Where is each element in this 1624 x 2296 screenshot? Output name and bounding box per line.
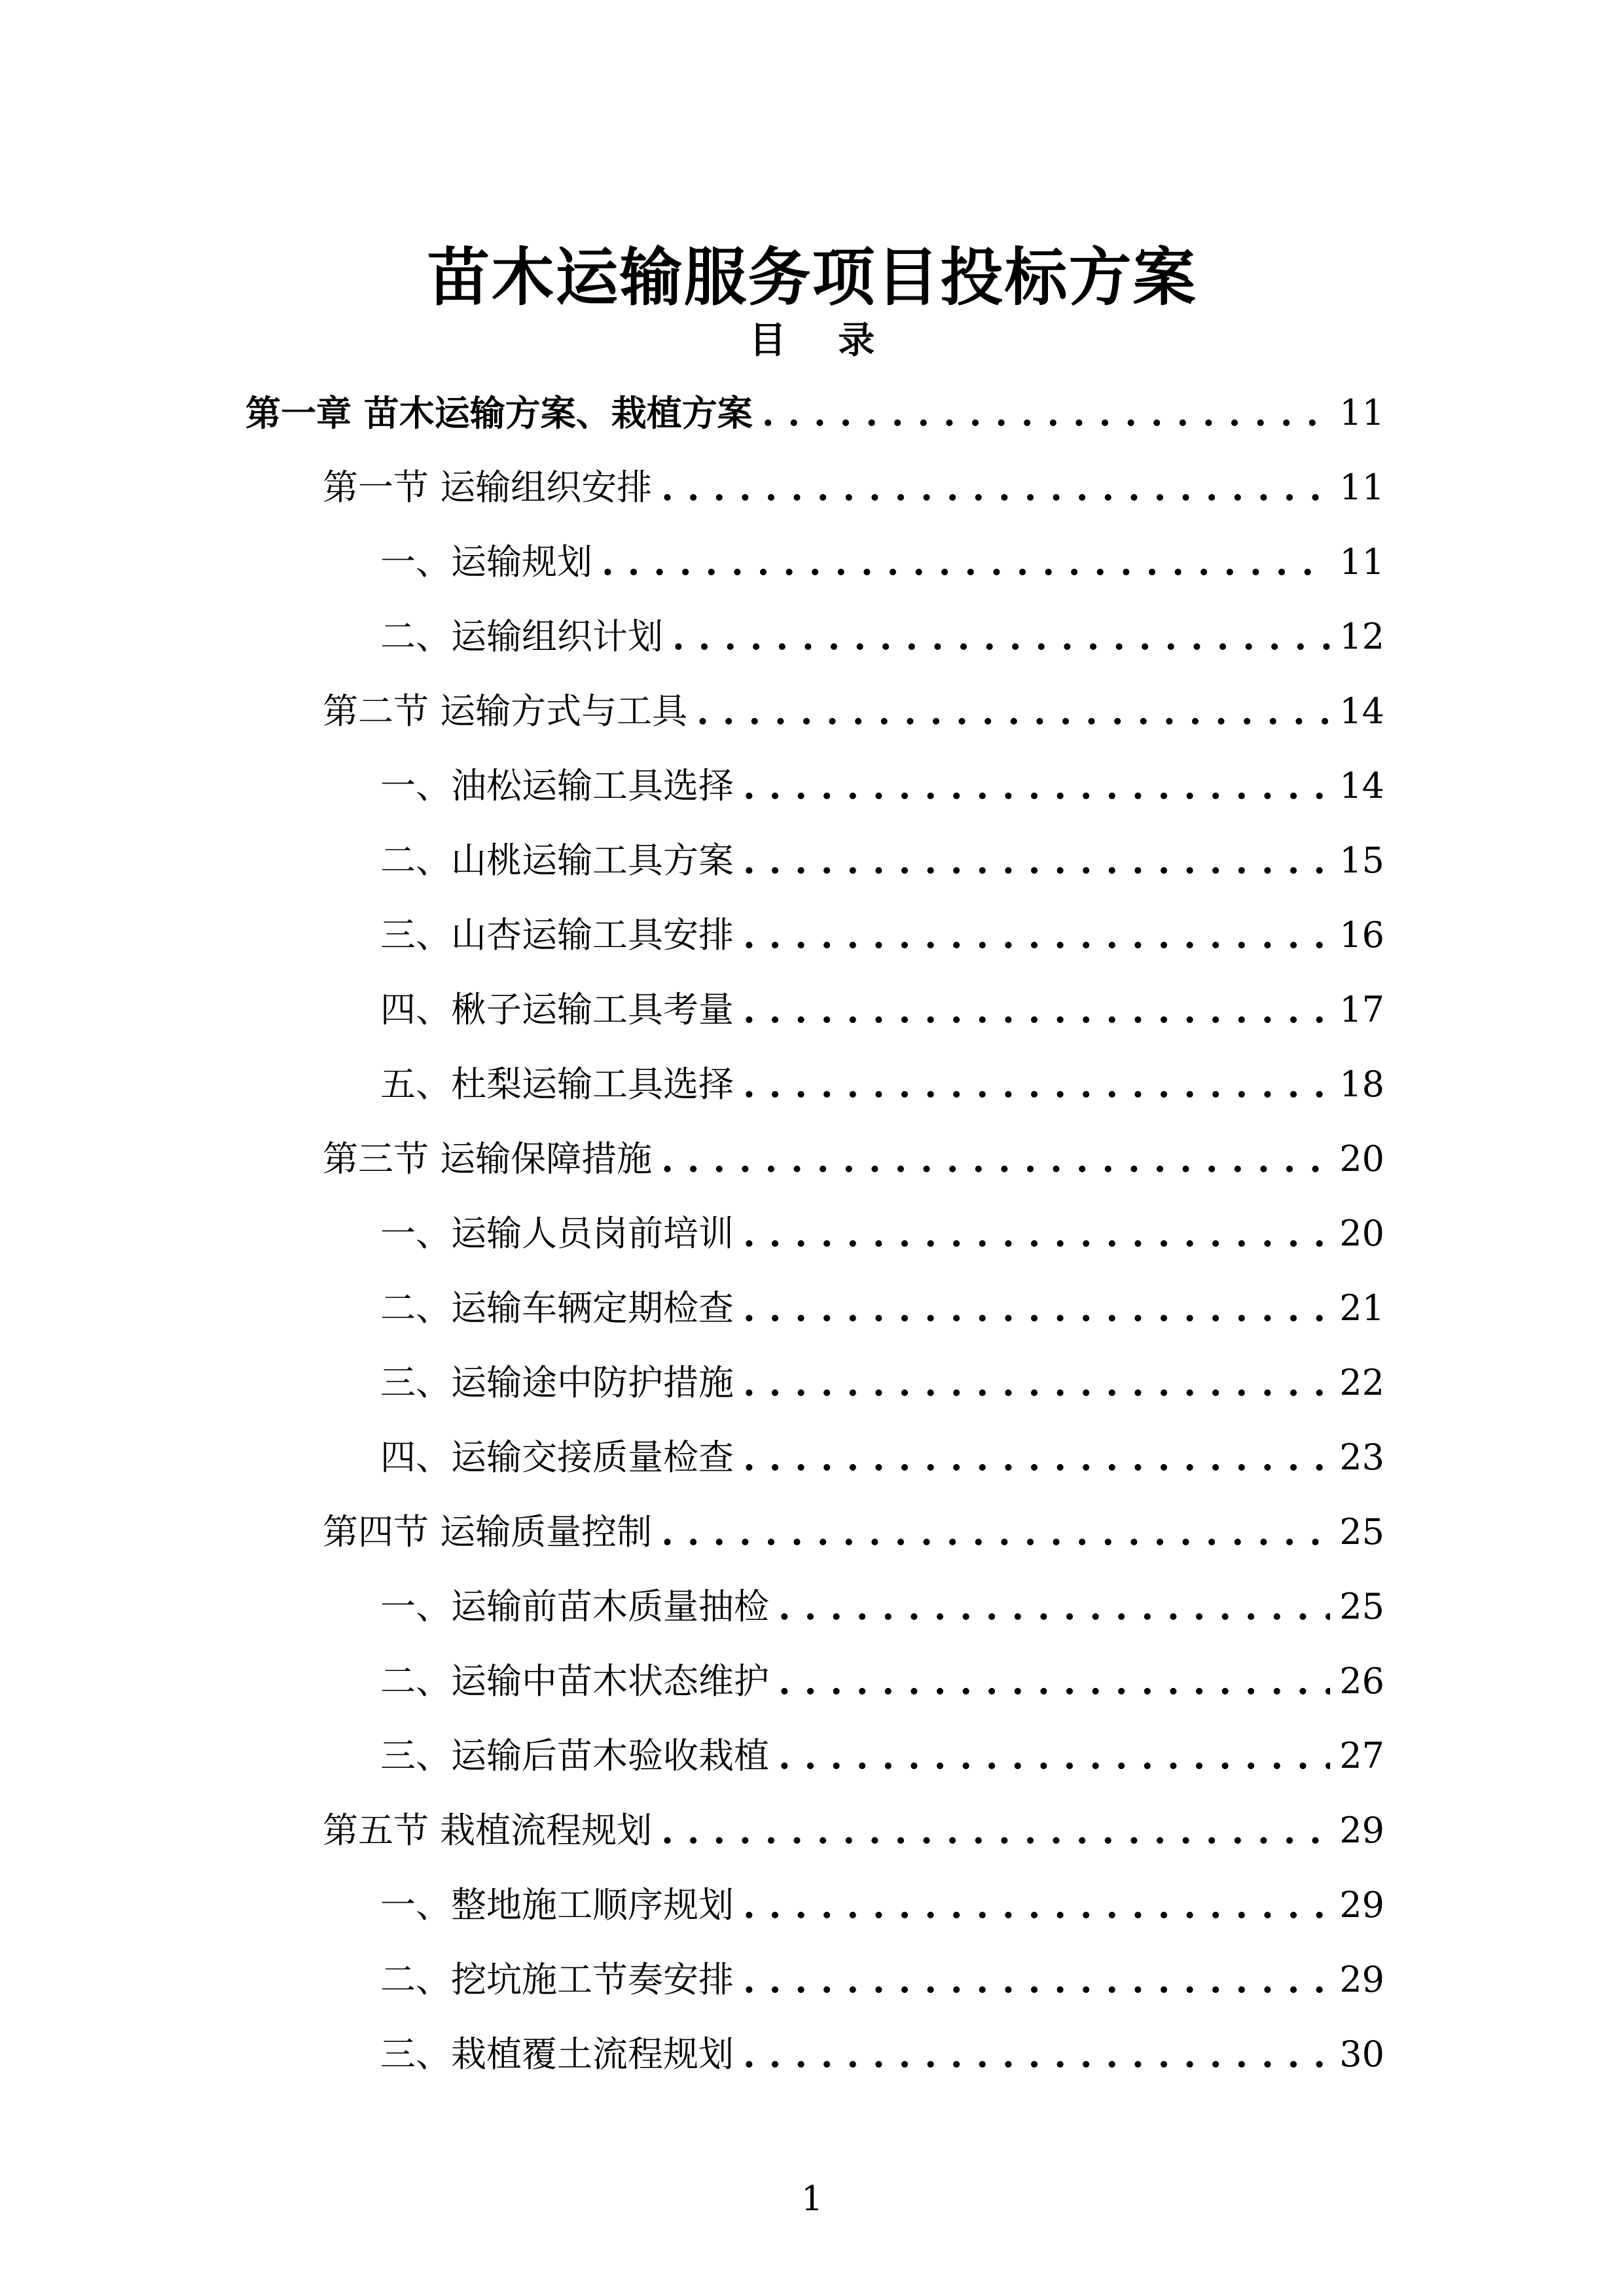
toc-entry-page: 11 [1339, 467, 1384, 508]
toc-dot-leader [743, 2017, 1330, 2092]
toc-entry-title: 一、运输人员岗前培训 [380, 1213, 734, 1254]
toc-entry[interactable] [245, 1793, 1384, 1868]
toc-entry-title: 二、运输车辆定期检查 [380, 1287, 734, 1329]
toc-entry[interactable] [245, 1570, 1384, 1644]
toc-entry-title: 二、运输组织计划 [380, 616, 663, 657]
toc-entry-page: 12 [1339, 616, 1384, 657]
toc-dot-leader [778, 1719, 1330, 1793]
toc-entry[interactable] [245, 600, 1384, 674]
toc-entry[interactable] [245, 1122, 1384, 1196]
toc-entry-page: 22 [1339, 1362, 1384, 1403]
toc-dot-leader [602, 525, 1330, 600]
toc-entry-title: 三、运输后苗木验收栽植 [380, 1735, 769, 1776]
toc-dot-leader [743, 749, 1330, 823]
toc-entry-title: 三、运输途中防护措施 [380, 1362, 734, 1403]
toc-dot-leader [743, 1868, 1330, 1943]
toc-entry[interactable] [245, 1420, 1384, 1495]
toc-entry[interactable] [245, 1346, 1384, 1420]
toc-entry[interactable] [245, 2017, 1384, 2092]
toc-entry-page: 29 [1339, 1959, 1384, 2000]
toc-entry-page: 21 [1339, 1287, 1384, 1329]
toc-heading: 目 录 [749, 319, 895, 362]
toc-entry-title: 二、挖坑施工节奏安排 [380, 1959, 734, 2000]
toc-entry-title: 三、栽植覆土流程规划 [380, 2034, 734, 2075]
toc-entry[interactable] [245, 1719, 1384, 1793]
toc-entry[interactable] [245, 823, 1384, 898]
toc-dot-leader [743, 823, 1330, 898]
toc-entry[interactable] [245, 674, 1384, 749]
toc-entry[interactable] [245, 376, 1384, 450]
toc-entry-title: 一、运输规划 [380, 541, 592, 583]
toc-entry[interactable] [245, 1644, 1384, 1719]
toc-dot-leader [743, 1047, 1330, 1122]
toc-dot-leader [743, 898, 1330, 973]
toc-dot-leader [778, 1570, 1330, 1644]
toc-entry-title: 第五节 栽植流程规划 [323, 1810, 653, 1851]
toc-entry-title: 二、运输中苗木状态维护 [380, 1660, 769, 1702]
toc-dot-leader [743, 1196, 1330, 1271]
toc-entry-page: 25 [1339, 1586, 1384, 1627]
toc-entry-page: 11 [1339, 392, 1384, 433]
toc-entry[interactable] [245, 525, 1384, 600]
toc-dot-leader [696, 674, 1330, 749]
toc-entry[interactable] [245, 1047, 1384, 1122]
toc-entry-title: 第四节 运输质量控制 [323, 1511, 653, 1552]
toc-entry-page: 16 [1339, 914, 1384, 956]
toc-dot-leader [743, 973, 1330, 1047]
toc-entry-title: 一、油松运输工具选择 [380, 765, 734, 806]
toc-entry-title: 第二节 运输方式与工具 [323, 691, 688, 732]
toc-dot-leader [661, 1793, 1330, 1868]
toc-dot-leader [661, 450, 1330, 525]
toc-entry[interactable] [245, 1196, 1384, 1271]
toc-dot-leader [778, 1644, 1330, 1719]
toc-entry-page: 14 [1339, 691, 1384, 732]
toc-dot-leader [762, 376, 1330, 450]
toc-entry-page: 11 [1339, 541, 1384, 583]
toc-entry-title: 四、运输交接质量检查 [380, 1437, 734, 1478]
toc-entry-title: 四、楸子运输工具考量 [380, 989, 734, 1030]
page-title: 苗木运输服务项目投标方案 [427, 240, 1197, 315]
toc-entry-page: 23 [1339, 1437, 1384, 1478]
toc-dot-leader [743, 1943, 1330, 2017]
toc-entry[interactable] [245, 1495, 1384, 1570]
toc-entry-title: 二、山桃运输工具方案 [380, 840, 734, 881]
toc-entry[interactable] [245, 973, 1384, 1047]
toc-dot-leader [743, 1420, 1330, 1495]
toc-dot-leader [743, 1346, 1330, 1420]
page-number: 1 [801, 2179, 823, 2219]
toc-entry-title: 一、运输前苗木质量抽检 [380, 1586, 769, 1627]
toc-entry-page: 25 [1339, 1511, 1384, 1552]
toc-dot-leader [743, 1271, 1330, 1346]
toc-dot-leader [672, 600, 1330, 674]
toc-entry-title: 第三节 运输保障措施 [323, 1138, 653, 1179]
toc-entry-page: 26 [1339, 1660, 1384, 1702]
toc-entry[interactable] [245, 898, 1384, 973]
toc-entry-title: 五、杜梨运输工具选择 [380, 1064, 734, 1105]
toc-dot-leader [661, 1122, 1330, 1196]
toc-entry-page: 18 [1339, 1064, 1384, 1105]
toc-entry-title: 第一章 苗木运输方案、栽植方案 [245, 392, 753, 434]
toc-entry[interactable] [245, 1943, 1384, 2017]
toc-entry-page: 15 [1339, 840, 1384, 881]
toc-entry-page: 14 [1339, 765, 1384, 806]
toc-entry-page: 17 [1339, 989, 1384, 1030]
toc-entry-page: 29 [1339, 1884, 1384, 1926]
toc-entry-title: 三、山杏运输工具安排 [380, 914, 734, 956]
toc-entry-title: 一、整地施工顺序规划 [380, 1884, 734, 1926]
toc-entry-page: 20 [1339, 1213, 1384, 1254]
toc-entry[interactable] [245, 1868, 1384, 1943]
toc-entry-page: 30 [1339, 2034, 1384, 2075]
toc-entry-title: 第一节 运输组织安排 [323, 467, 653, 508]
toc-entry[interactable] [245, 749, 1384, 823]
toc-entry[interactable] [245, 450, 1384, 525]
toc-dot-leader [661, 1495, 1330, 1570]
table-of-contents [245, 376, 1384, 2092]
toc-entry-page: 29 [1339, 1810, 1384, 1851]
toc-entry-page: 20 [1339, 1138, 1384, 1179]
toc-entry-page: 27 [1339, 1735, 1384, 1776]
toc-entry[interactable] [245, 1271, 1384, 1346]
